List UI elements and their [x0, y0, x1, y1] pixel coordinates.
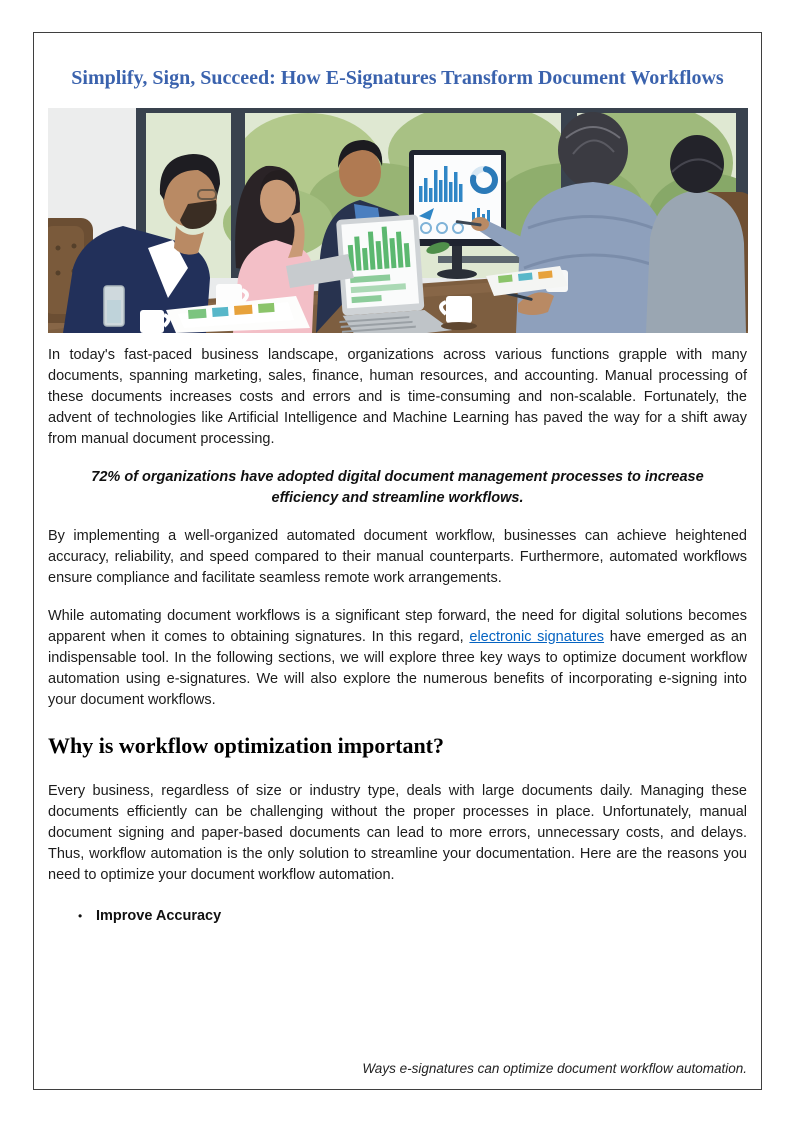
paragraph-intro: In today's fast-paced business landscape, organizations across various functions grapple with many documents, spanning marketing, sales, finance, human resources, and accounting. Manual processing of these documents increases costs and errors and is time-consuming and non-scalable. Fortunately, the advent of technologies like Artificial Intelligence and Machine Learning has paved the way for a shift away from manual document processing. [48, 347, 747, 447]
electronic-signatures-link[interactable]: electronic signatures [469, 629, 605, 645]
statistic-quote: 72% of organizations have adopted digital document management processes to increase efficiency and streamline workflows. [91, 469, 704, 506]
hero-image [48, 108, 748, 333]
coffee-mug [441, 296, 477, 330]
list-item [48, 906, 747, 927]
paragraph-esignatures [48, 606, 747, 711]
reasons-list [48, 906, 747, 927]
list-item-label: Improve Accuracy [96, 908, 222, 924]
paragraph-esignatures-after: have emerged as an indispensable tool. In the following sections, we will explore three key ways to optimize document workflow automation using e-signatures. We will also explore the numerous benefits of incorporating e-signing into your document workflows. [48, 629, 747, 708]
paragraph-why: Every business, regardless of size or industry type, deals with large documents daily. Managing these documents efficiently can be challenging without the proper processes in place. Unfortunately, manual document signing and paper-based documents can lead to more errors, unnecessary costs, and delays. Thus, workflow automation is the only solution to streamline your documentation. Here are the reasons you need to optimize your document workflow automation. [48, 783, 747, 883]
figure-caption: Ways e-signatures can optimize document workflow automation. [362, 1061, 747, 1076]
paragraph-benefits: By implementing a well-organized automated document workflow, businesses can achieve heightened accuracy, reliability, and speed compared to their manual counterparts. Furthermore, automated workflows ensure compliance and facilitate seamless remote work arrangements. [48, 528, 747, 586]
section-heading: Why is workflow optimization important? [48, 733, 444, 758]
paragraph-esignatures-before: While automating document workflows is a significant step forward, the need for digital solutions becomes apparent when it comes to obtaining signatures. In this regard, [48, 608, 747, 645]
bullet-icon: • [78, 909, 83, 923]
page-title: Simplify, Sign, Succeed: How E-Signatures Transform Document Workflows [71, 67, 724, 89]
document-page [33, 32, 762, 1090]
water-glass [104, 286, 124, 326]
